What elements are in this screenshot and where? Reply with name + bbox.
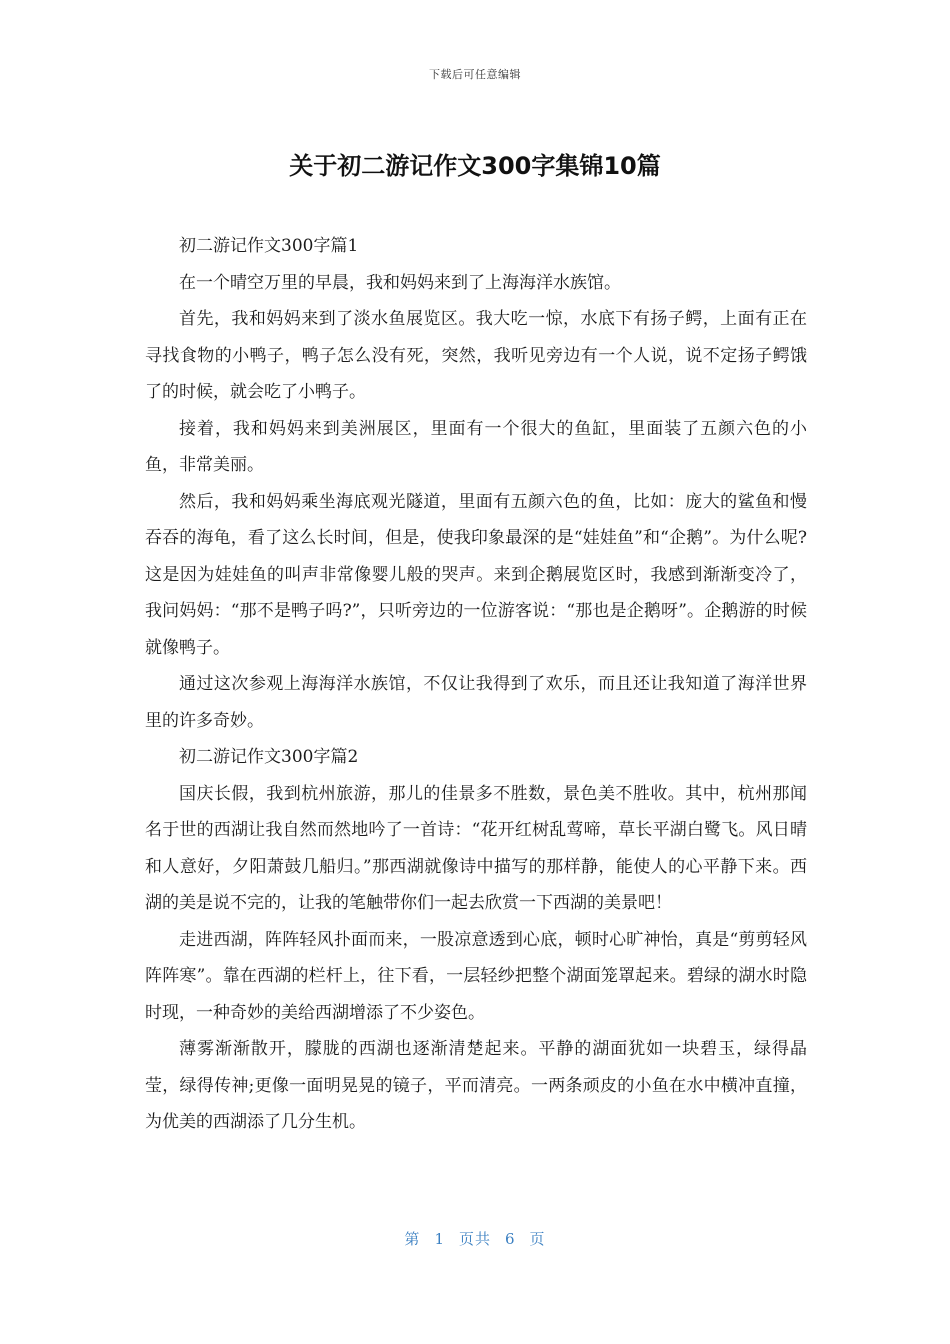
paragraph: 接着，我和妈妈来到美洲展区，里面有一个很大的鱼缸，里面装了五颜六色的小鱼，非常美丽。 [145,418,807,475]
paragraph: 首先，我和妈妈来到了淡水鱼展览区。我大吃一惊，水底下有扬子鳄，上面有正在寻找食物的小鸭子，鸭子怎么没有死，突然，我听见旁边有一个人说，说不定扬子鳄饿了的时候，就会吃了小鸭子。 [145,309,807,402]
footer-page-mid: 页共 [458,1230,491,1248]
paragraph: 薄雾渐渐散开，朦胧的西湖也逐渐清楚起来。平静的湖面犹如一块碧玉，绿得晶莹，绿得传神;更像一面明晃晃的镜子，平而清亮。一两条顽皮的小鱼在水中横冲直撞，为优美的西湖添了几分生机。 [145,1039,807,1132]
footer-page-total: 6 [505,1230,516,1248]
section-heading-2: 初二游记作文300字篇2 [179,747,359,767]
paragraph: 走进西湖，阵阵轻风扑面而来，一股凉意透到心底，顿时心旷神怡，真是“剪剪轻风阵阵寒”。靠在西湖的栏杆上，往下看，一层轻纱把整个湖面笼罩起来。碧绿的湖水时隐时现，一种奇妙的美给西湖增添了不少姿色。 [145,929,807,1023]
section-heading-1: 初二游记作文300字篇1 [179,236,359,256]
footer-page-prefix: 第 [404,1230,421,1248]
document-body [145,228,807,1141]
paragraph: 然后，我和妈妈乘坐海底观光隧道，里面有五颜六色的鱼，比如：庞大的鲨鱼和慢吞吞的海龟，看了这么长时间，但是，使我印象最深的是“娃娃鱼”和“企鹅”。为什么呢?这是因为娃娃鱼的叫声非常像婴儿般的哭声。来到企鹅展览区时，我感到渐渐变冷了，我问妈妈：“那不是鸭子吗?”，只听旁边的一位游客说：“那也是企鹅呀”。企鹅游的时候就像鸭子。 [145,491,807,658]
header-note: 下载后可任意编辑 [429,68,521,81]
footer-page-number: 1 [434,1230,445,1248]
paragraph: 国庆长假，我到杭州旅游，那儿的佳景多不胜数，景色美不胜收。其中，杭州那闻名于世的西湖让我自然而然地吟了一首诗：“花开红树乱莺啼，草长平湖白鹭飞。风日晴和人意好，夕阳萧鼓几船归。”那西湖就像诗中描写的那样静，能使人的心平静下来。西湖的美是说不完的，让我的笔触带你们一起去欣赏一下西湖的美景吧！ [145,783,807,913]
document-title: 关于初二游记作文300字集锦10篇 [289,152,661,180]
paragraph: 在一个晴空万里的早晨，我和妈妈来到了上海海洋水族馆。 [179,272,621,293]
paragraph: 通过这次参观上海海洋水族馆，不仅让我得到了欢乐，而且还让我知道了海洋世界里的许多奇妙。 [145,674,807,731]
page-number-footer [0,1228,950,1249]
footer-page-suffix: 页 [529,1230,546,1248]
